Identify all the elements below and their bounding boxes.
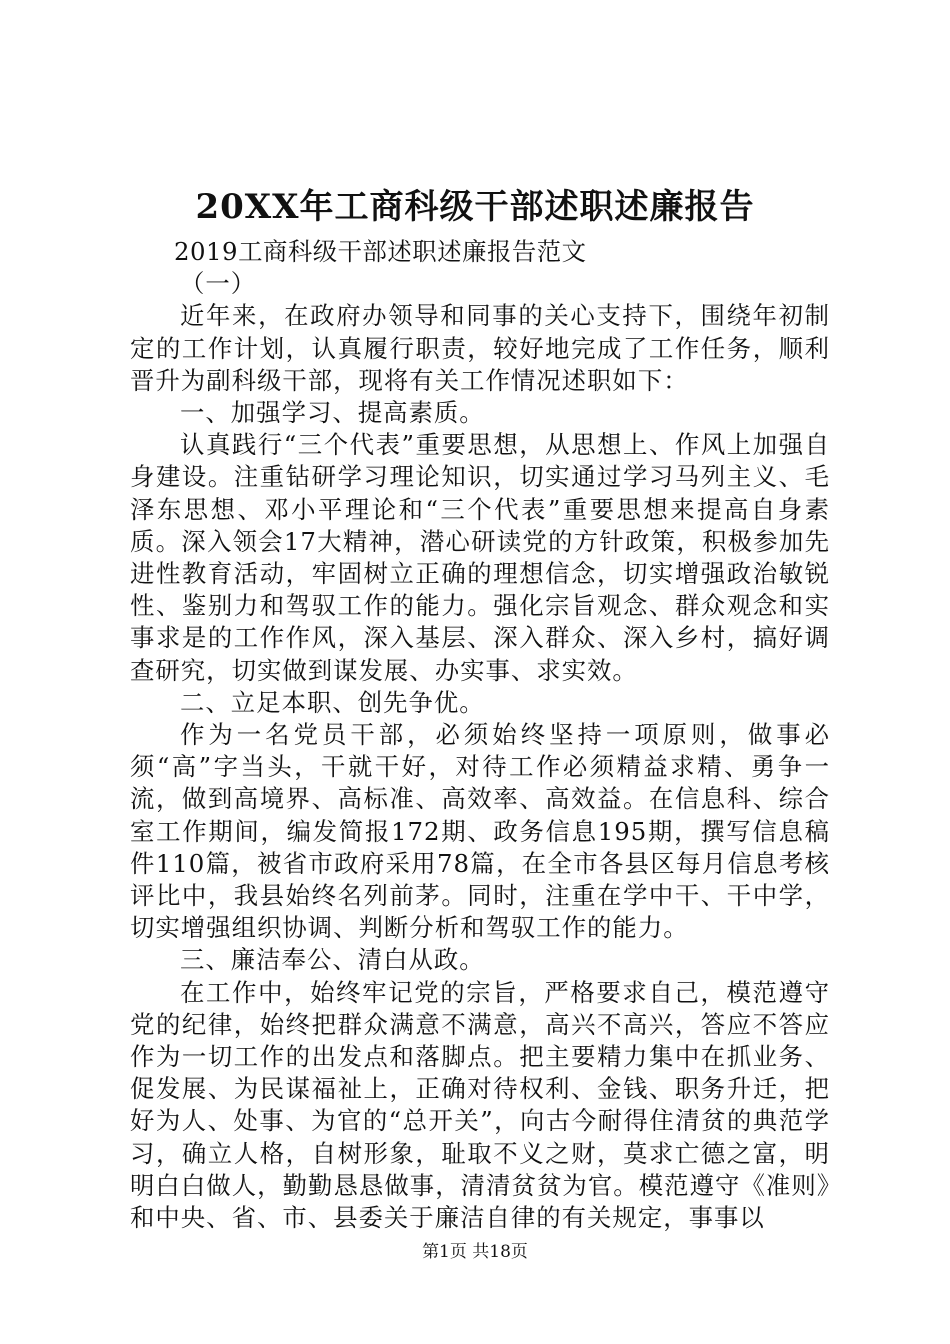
section-heading-duty: 二、立足本职、创先争优。 [180, 687, 485, 717]
study-paragraph: 认真践行“三个代表”重要思想，从思想上、作风上加强自身建设。注重钻研学习理论知识，切实通过学习马列主义、毛泽东思想、邓小平理论和“三个代表”重要思想来提高自身素质。深入领会17大精神，潜心研读党的方针政策，积极参加先进性教育活动，牢固树立正确的理想信念，切实增强政治敏锐性、鉴别力和驾驭工作的能力。强化宗旨观念、群众观念和实事求是的工作作风，深入基层、深入群众、深入乡村，搞好调查研究，切实做到谋发展、办实事、求实效。 [130, 430, 830, 685]
document-title: 20XX年工商科级干部述职述廉报告 [195, 187, 755, 227]
document-subtitle: 2019工商科级干部述职述廉报告范文 [174, 237, 587, 266]
page-footer: 第1页 共18页 [422, 1242, 528, 1262]
intro-paragraph: 近年来，在政府办领导和同事的关心支持下，围绕年初制定的工作计划，认真履行职责，较好地完成了工作任务，顺利晋升为副科级干部，现将有关工作情况述职如下： [130, 301, 830, 395]
integrity-paragraph: 在工作中，始终牢记党的宗旨，严格要求自己，模范遵守党的纪律，始终把群众满意不满意，高兴不高兴，答应不答应作为一切工作的出发点和落脚点。把主要精力集中在抓业务、促发展、为民谋福祉上，正确对待权利、金钱、职务升迁，把好为人、处事、为官的“总开关”，向古今耐得住清贫的典范学习，确立人格，自树形象，耻取不义之财，莫求亡德之富，明明白白做人，勤勤恳恳做事，清清贫贫为官。模范遵守《准则》和中央、省、市、县委关于廉洁自律的有关规定，事事以 [130, 977, 830, 1233]
document-body [130, 236, 830, 1234]
section-heading-study: 一、加强学习、提高素质。 [180, 398, 485, 428]
duty-paragraph: 作为一名党员干部，必须始终坚持一项原则，做事必须“高”字当头，干就干好，对待工作必须精益求精、勇争一流，做到高境界、高标准、高效率、高效益。在信息科、综合室工作期间，编发简报172期、政务信息195期，撰写信息稿件110篇，被省市政府采用78篇，在全市各县区每月信息考核评比中，我县始终名列前茅。同时，注重在学中干、干中学，切实增强组织协调、判断分析和驾驭工作的能力。 [130, 720, 830, 943]
section-number: （一） [180, 269, 257, 299]
section-heading-integrity: 三、廉洁奉公、清白从政。 [180, 945, 485, 975]
